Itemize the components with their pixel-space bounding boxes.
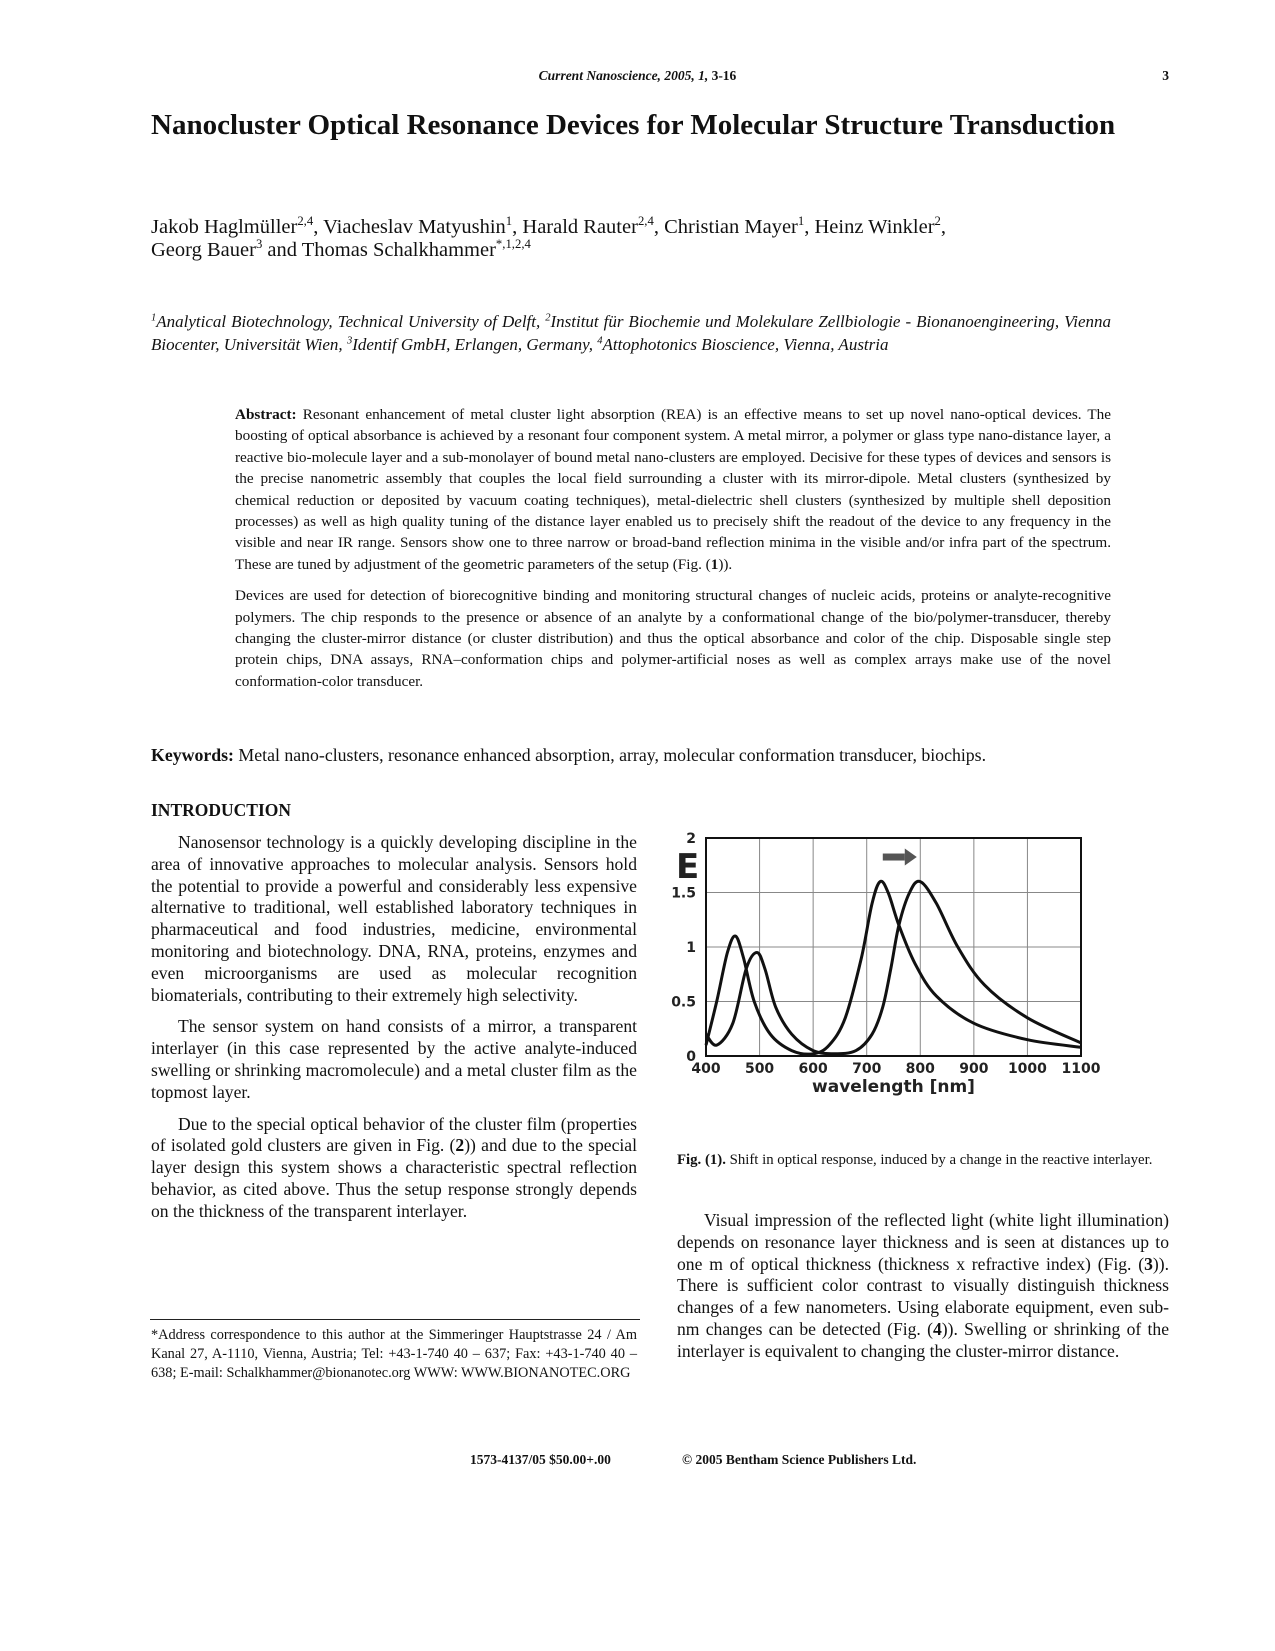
x-tick-label: 500 (744, 1061, 775, 1077)
author-separator: , (653, 216, 665, 238)
right-p1-a: Visual impression of the reflected light (white light illumination) depends on resonance layer thickness and is seen at distances up to one m of optical thickness (thickness x refractive index) (Fig. ( (677, 1210, 1169, 1274)
intro-paragraph-3 (151, 1114, 637, 1223)
right-p1-b: )). There is sufficient color contrast to visually distinguish thickness changes of a few nanometers. Using elaborate equipment, even sub-nm changes can be detected (Fig. ( (677, 1253, 1169, 1339)
keywords-text: Metal nano-clusters, resonance enhanced absorption, array, molecular conformation transducer, biochips. (238, 745, 987, 765)
author-affiliation-mark: 2 (934, 214, 941, 229)
chart-x-ticks (691, 1061, 1100, 1077)
author-separator: , (313, 216, 324, 238)
right-column (677, 1210, 1169, 1363)
author-affiliation-mark: *,1,2,4 (495, 237, 531, 252)
abstract-text-1: Resonant enhancement of metal cluster light absorption (REA) is an effective means to set up novel nano-optical devices. The boosting of optical absorbance is achieved by a resonant four component system. A metal mirror, a polymer or glass type nano-distance layer, a reactive bio-molecule layer and a sub-monolayer of bound metal nano-clusters are employed. Decisive for these types of devices and sensors is the precise nanometric assembly that couples the local field surrounding a cluster with its mirror-dipole. Metal clusters (synthesized by chemical reduction or deposited by vacuum coating techniques), metal-dielectric shell clusters (synthesized by multiple shell deposition processes) as well as high quality tuning of the distance layer enabled us to precisely shift the readout of the device to any frequency in the visible and near IR range. Sensors show one to three narrow or broad-band reflection minima in the visible and/or infra part of the spectrum. These are tuned by adjustment of the geometric parameters of the setup (Fig. ( (235, 406, 1111, 573)
keywords (151, 744, 1169, 766)
author-separator: , (804, 216, 815, 238)
author-name: Heinz Winkler (814, 216, 935, 238)
author-name: Christian Mayer (664, 216, 798, 238)
x-tick-label: 1100 (1061, 1061, 1101, 1077)
shift-arrow-shaft (883, 854, 905, 861)
y-tick-label: 1 (686, 940, 696, 956)
intro-fig-ref: 2 (455, 1135, 465, 1156)
journal-year: 2005, (664, 68, 695, 83)
chart-y-label: E (676, 847, 700, 887)
chart-curves (706, 881, 1081, 1054)
intro-p3-a: Due to the special optical behavior of the cluster film (properties of isolated gold clusters are given in Fig. ( (151, 1113, 637, 1156)
author-affiliation-mark: 3 (255, 237, 263, 252)
y-tick-label: 0 (686, 1049, 696, 1065)
abstract (235, 404, 1111, 702)
journal-pages: 3-16 (711, 68, 737, 83)
abstract-label: Abstract: (235, 406, 297, 423)
x-tick-label: 600 (798, 1061, 828, 1077)
right-paragraph-1 (677, 1210, 1169, 1363)
series-line-1 (706, 881, 1081, 1054)
intro-p3-b: )) and due to the special layer design this system shows a characteristic spectral reflection behavior, as cited above. Thus the setup response strongly depends on the thickness of the transparent interlayer. (151, 1135, 637, 1221)
affiliation-text: Identif GmbH, Erlangen, Germany, (352, 335, 598, 354)
footer-copyright: © 2005 Bentham Science Publishers Ltd. (682, 1452, 917, 1467)
affiliation-number: 4 (597, 335, 603, 347)
footnote-divider (150, 1319, 640, 1320)
keywords-label: Keywords: (151, 745, 234, 765)
x-tick-label: 800 (905, 1061, 935, 1077)
affiliation-text: Attophotonics Bioscience, Vienna, Austria (602, 335, 889, 354)
abstract-paragraph-2: Devices are used for detection of biorecognitive binding and monitoring structural changes of nucleic acids, proteins or analyte-recognitive polymers. The chip responds to the presence or absence of an analyte by a conformational change of the bio/polymer-transducer, thereby changing the cluster-mirror distance (or cluster distribution) and thus the optical absorbance and color of the chip. Disposable single step protein chips, DNA assays, RNA–conformation chips and polymer-artificial noses as well as complex arrays make use of the novel conformation-color transducer. (235, 587, 1111, 690)
y-tick-label: 1.5 (671, 885, 696, 902)
author-affiliation-mark: 2,4 (297, 214, 314, 229)
y-tick-label: 0.5 (671, 994, 696, 1011)
abstract-paragraph-1 (235, 404, 1111, 575)
affiliations (151, 310, 1111, 356)
x-tick-label: 400 (691, 1061, 721, 1077)
footer-issn: 1573-4137/05 $50.00+.00 (470, 1452, 611, 1467)
affiliation-number: 2 (545, 312, 551, 324)
right-p1-c: )). Swelling or shrinking of the interlayer is equivalent to changing the cluster-mirror distance. (677, 1318, 1170, 1361)
chart-x-label: wavelength [nm] (812, 1077, 975, 1097)
left-column (151, 832, 637, 1233)
fig-ref-3: 3 (1144, 1253, 1153, 1274)
figure-caption-text: Shift in optical response, induced by a change in the reactive interlayer. (729, 1152, 1153, 1168)
spectrum-chart (671, 830, 1146, 1130)
author-name: Thomas Schalkhammer (301, 239, 496, 261)
journal-volume: 1, (698, 68, 709, 83)
author-separator: and (262, 239, 302, 261)
affiliation-number: 3 (346, 335, 353, 347)
author-affiliation-mark: 2,4 (637, 214, 654, 229)
x-tick-label: 1000 (1007, 1061, 1047, 1077)
shift-arrow-icon (883, 849, 917, 866)
intro-paragraph-1: Nanosensor technology is a quickly developing discipline in the area of innovative approaches to molecular analysis. Sensors hold the potential to provide a powerful and considerably less expensive alternative to traditional, well established laboratory techniques in pharmaceutical and food industries, medicine, environmental monitoring and biotechnology. DNA, RNA, proteins, enzymes and even microorganisms are used as molecular recognition biomaterials, contributing to their extremely high selectivity. (151, 832, 637, 1005)
affiliation-text: Analytical Biotechnology, Technical University of Delft, (156, 312, 546, 331)
author-name: Georg Bauer (151, 239, 256, 261)
intro-paragraph-2: The sensor system on hand consists of a mirror, a transparent interlayer (in this case represented by the active analyte-induced swelling or shrinking macromolecule) and a metal cluster film as the topmost layer. (151, 1016, 637, 1102)
footnote: *Address correspondence to this author at the Simmeringer Hauptstrasse 24 / Am Kanal 27, A-1110, Vienna, Austria; Tel: +43-1-740 40 – 637; Fax: +43-1-740 40 – 638; E-mail: Schalkhammer@bionanotec.org WWW: WWW.BIONANOTEC.ORG (151, 1327, 637, 1382)
affiliation-number: 1 (151, 312, 157, 324)
author-name: Viacheslav Matyushin (323, 216, 506, 238)
paper-title: Nanocluster Optical Resonance Devices for Molecular Structure Transduction (151, 109, 1116, 141)
journal-name: Current Nanoscience, (538, 68, 661, 83)
author-name: Jakob Haglmüller (151, 216, 298, 238)
author-separator: , (940, 216, 947, 238)
author-affiliation-mark: 1 (505, 214, 513, 229)
shift-arrow-head (905, 849, 917, 866)
running-header (0, 68, 1275, 84)
abstract-fig-ref: 1 (710, 555, 719, 573)
page-number: 3 (1162, 68, 1169, 83)
author-name: Harald Rauter (522, 216, 638, 238)
figure-1 (671, 830, 1146, 1130)
figure-caption (677, 1150, 1169, 1171)
affiliation-text: Institut für Biochemie und Molekulare Zellbiologie - Bionanoengineering, Vienna Biocenter, Universität Wien, (151, 312, 1112, 354)
figure-caption-label: Fig. (1). (677, 1152, 726, 1168)
abstract-text-1-end: )). (718, 555, 733, 573)
author-separator: , (512, 216, 523, 238)
y-tick-label: 2 (686, 831, 696, 847)
author-list (151, 216, 1169, 262)
author-affiliation-mark: 1 (797, 214, 805, 229)
x-tick-label: 900 (959, 1061, 989, 1077)
fig-ref-4: 4 (932, 1318, 942, 1339)
x-tick-label: 700 (852, 1061, 882, 1077)
section-heading-introduction: INTRODUCTION (151, 800, 292, 820)
